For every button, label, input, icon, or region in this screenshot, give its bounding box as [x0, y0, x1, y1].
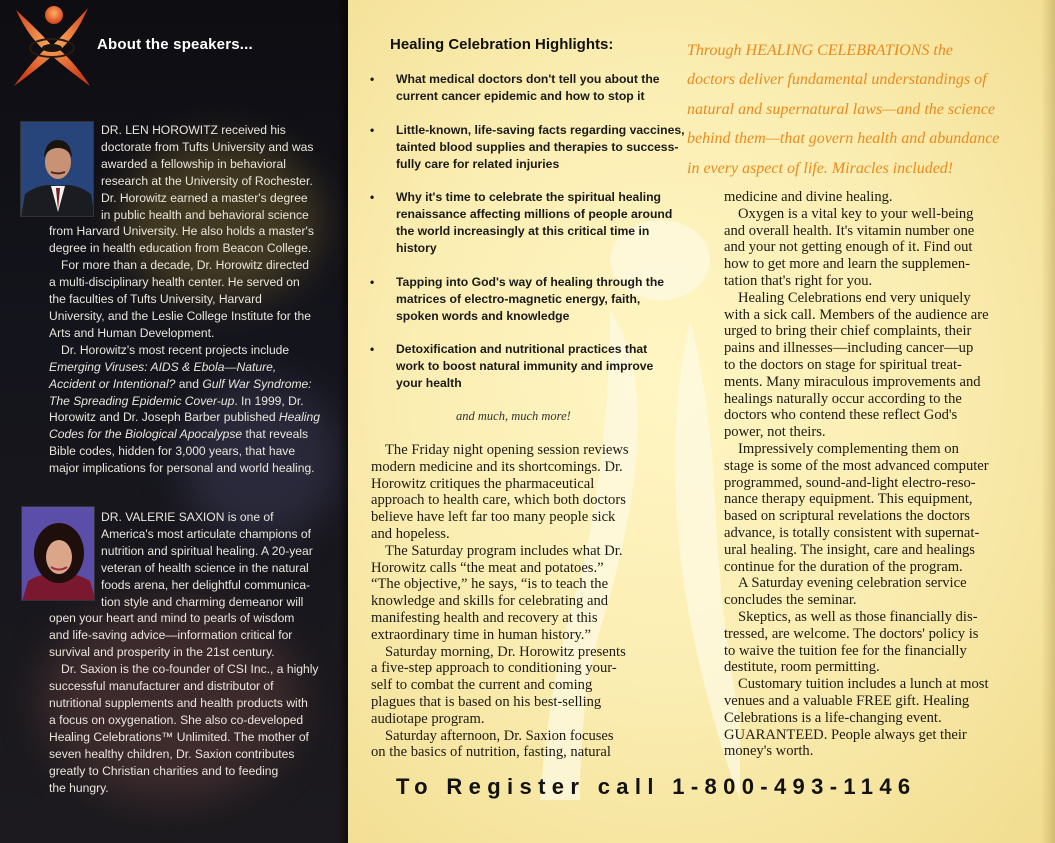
bio-line: seven healthy children, Dr. Saxion contributes [49, 746, 295, 761]
body-line: self to combat the current and coming [371, 677, 593, 694]
bio-line: tion style and charming demeanor will [101, 594, 304, 609]
bio-line: open your heart and mind to pearls of wisdom [49, 611, 295, 626]
body-line: manifesting health and recovery at this [371, 609, 598, 626]
body-line: on the basics of nutrition, fasting, natural [371, 744, 611, 761]
highlight-line: history [396, 241, 437, 255]
body-line: continue for the duration of the program. [724, 558, 963, 575]
quote-line: behind them—that govern health and abundance [687, 130, 1000, 148]
body-line: and hopeless. [371, 525, 450, 542]
body-line: extraordinary time in human history.” [371, 626, 591, 643]
bio-line: foods arena, her delightful communica- [101, 577, 311, 592]
body-line: stage is some of the most advanced computer [724, 457, 989, 474]
body-line: tation that's right for you. [724, 272, 873, 289]
body-line: tressed, are welcome. The doctors' policy is [724, 625, 979, 642]
about-speakers-title: About the speakers... [97, 36, 253, 53]
bio-line: degree in health education from Beacon College. [49, 241, 312, 256]
body-line: GUARANTEED. People always get their [724, 726, 967, 743]
highlight-line: renaissance affecting millions of people around [396, 207, 673, 221]
body-line: programmed, sound-and-light electro-reso- [724, 474, 976, 491]
quote-line: Through HEALING CELEBRATIONS the [687, 42, 953, 59]
bio-line: research at the University of Rochester. [101, 173, 313, 188]
bio-line: nutritional supplements and health products with [49, 695, 308, 710]
highlight-line: Tapping into God's way of healing through the [396, 275, 665, 289]
body-column-2 [724, 189, 989, 760]
body-line: The Saturday program includes what Dr. [385, 542, 623, 559]
body-line: The Friday night opening session reviews [385, 442, 629, 458]
bio-line: nutrition and spiritual healing. A 20-year [101, 543, 313, 558]
bio-text: . In 1999, Dr. [234, 393, 304, 408]
book-title-emerging-viruses: Emerging Viruses: AIDS & Ebola—Nature, [49, 359, 277, 374]
horowitz-bio [49, 122, 320, 477]
bio-line [49, 426, 320, 443]
bullet-icon: • [370, 123, 375, 137]
body-line: Skeptics, as well as those financially dis- [738, 608, 978, 625]
body-line: Saturday morning, Dr. Horowitz presents [385, 643, 626, 660]
bio-line: America's most articulate champions of [101, 526, 311, 541]
bio-line: major implications for personal and world healing. [49, 461, 315, 476]
body-line: Saturday afternoon, Dr. Saxion focuses [385, 727, 614, 744]
highlight-line: your health [396, 376, 462, 390]
body-line: concludes the seminar. [724, 592, 857, 609]
bio-line: Dr. Horowitz earned a master's degree [101, 190, 308, 205]
bio-line: the faculties of Tufts University, Harvard [49, 292, 262, 307]
highlight-line: Little-known, life-saving facts regarding vaccines, [396, 123, 685, 137]
bullet-icon: • [370, 190, 375, 204]
body-line: a five-step approach to conditioning your- [371, 660, 617, 677]
highlight-line: the world increasingly at this critical time in [396, 224, 650, 238]
bio-line: For more than a decade, Dr. Horowitz directed [61, 258, 310, 273]
body-line: A Saturday evening celebration service [738, 575, 967, 592]
body-line: to the doctors on stage for spiritual treat- [724, 356, 962, 373]
speakers-panel [0, 0, 348, 843]
quote-line: natural and supernatural laws—and the science [687, 100, 995, 118]
bio-line: successful manufacturer and distributor of [49, 679, 274, 694]
body-line: doctors who contend these reflect God's [724, 407, 958, 424]
highlight-line: Why it's time to celebrate the spiritual healing [396, 190, 661, 204]
body-line: Impressively complementing them on [738, 440, 959, 457]
pull-quote [687, 36, 999, 183]
body-line: believe have left far too many people sick [371, 509, 616, 526]
body-line: and overall health. It's vitamin number one [724, 222, 975, 239]
body-line: pains and illnesses—including cancer—up [724, 340, 974, 357]
bio-line: from Harvard University. He also holds a master's [49, 224, 314, 239]
highlight-line: matrices of electro-magnetic energy, faith, [396, 292, 641, 306]
body-line: venues and a valuable FREE gift. Healing [724, 692, 970, 709]
bio-line: Dr. Saxion is the co-founder of CSI Inc., a highly [61, 662, 319, 677]
body-line: money's worth. [724, 743, 814, 760]
bio-line: DR. LEN HOROWITZ received his [101, 123, 286, 137]
body-line: approach to health care, which both doctors [371, 492, 626, 509]
bio-line: in public health and behavioral science [101, 207, 309, 222]
bio-line: the hungry. [49, 780, 109, 795]
highlights-title: Healing Celebration Highlights: [390, 36, 614, 53]
bio-line: a focus on oxygenation. She also co-developed [49, 712, 304, 727]
bio-line: awarded a fellowship in behavioral [101, 156, 286, 171]
bio-line [49, 376, 320, 393]
bio-line: Bible codes, hidden for 3,000 years, that have [49, 444, 296, 459]
book-title-part: The Spreading Epidemic Cover-up [49, 393, 235, 408]
much-more-note: and much, much more! [456, 409, 571, 423]
bio-line [49, 393, 320, 410]
book-title-healing-codes: Healing [278, 410, 320, 425]
book-title-part: Accident or Intentional? [49, 376, 176, 391]
bio-line: and life-saving advice—information critical for [49, 628, 293, 643]
highlight-line: tainted blood supplies and therapies to success- [396, 140, 679, 154]
body-line: power, not theirs. [724, 424, 826, 441]
saxion-bio [49, 509, 318, 796]
healing-celebrations-logo [10, 2, 94, 88]
book-title-part: Codes for the Biological Apocalypse [49, 427, 243, 442]
highlight-line: current cancer epidemic and how to stop it [396, 89, 645, 103]
body-line: and your not getting enough of it. Find out [724, 239, 973, 256]
bio-text: Horowitz and Dr. Joseph Barber published [49, 410, 279, 425]
body-line: Celebrations is a life-changing event. [724, 709, 942, 726]
book-title-gulf-war-syndrome: Gulf War Syndrome: [202, 376, 312, 391]
bullet-icon: • [370, 72, 375, 86]
bio-line: Arts and Human Development. [49, 325, 215, 340]
bio-line: Dr. Horowitz's most recent projects include [61, 342, 290, 357]
bio-text: that reveals [242, 427, 309, 442]
body-line: urged to bring their chief complaints, their [724, 323, 972, 340]
body-line: Horowitz calls “the meat and potatoes.” [371, 559, 604, 576]
body-line: Healing Celebrations end very uniquely [738, 289, 971, 306]
body-line: knowledge and skills for celebrating and [371, 593, 609, 610]
body-line: how to get more and learn the supplemen- [724, 256, 970, 273]
bio-line: DR. VALERIE SAXION is one of [101, 510, 274, 524]
body-column-1 [371, 442, 629, 761]
body-line: audiotape program. [371, 710, 485, 727]
bio-line: Healing Celebrations™ Unlimited. The mother of [49, 729, 309, 744]
highlight-line: spoken words and knowledge [396, 309, 570, 323]
body-line: Horowitz critiques the pharmaceutical [371, 475, 595, 492]
body-line: plagues that is based on his best-selling [371, 693, 602, 710]
body-line: destitute, room permitting. [724, 659, 880, 676]
body-line: nance therapy equipment. This equipment, [724, 491, 973, 508]
highlight-line: What medical doctors don't tell you about the [396, 72, 660, 86]
body-line: ments. Many miraculous improvements and [724, 373, 981, 390]
bio-line: survival and prosperity in the 21st century. [49, 645, 275, 660]
register-phone-banner: To Register call 1-800-493-1146 [396, 774, 917, 799]
bio-line [49, 359, 320, 376]
bio-line: doctorate from Tufts University and was [101, 139, 314, 154]
bio-line: a multi-disciplinary health center. He served on [49, 275, 300, 290]
bio-text: and [175, 376, 203, 391]
body-line: medicine and divine healing. [724, 189, 893, 205]
body-line: based on scriptural revelations the doctors [724, 508, 970, 525]
body-line: to waive the tuition fee for the financially [724, 642, 967, 659]
bio-line: veteran of health science in the natural [101, 560, 309, 575]
body-line: healings naturally occur according to the [724, 390, 962, 407]
bio-line: University, and the Leslie College Institute for the [49, 308, 311, 323]
bullet-icon: • [370, 275, 375, 289]
quote-line: in every aspect of life. Miracles included! [687, 159, 954, 177]
bio-line: greatly to Christian charities and to feeding [49, 763, 279, 778]
bullet-icon: • [370, 342, 375, 356]
quote-line: doctors deliver fundamental understandings of [687, 71, 987, 89]
bio-line [49, 409, 320, 426]
body-line: Customary tuition includes a lunch at most [738, 676, 989, 693]
body-line: with a sick call. Members of the audience are [724, 306, 989, 323]
highlight-line: Detoxification and nutritional practices that [396, 342, 648, 356]
body-line: ural healing. The insight, care and healings [724, 541, 975, 558]
body-line: Oxygen is a vital key to your well-being [738, 205, 974, 222]
body-line: advance, is totally consistent with supernat- [724, 524, 980, 541]
body-line: modern medicine and its shortcomings. Dr. [371, 458, 623, 475]
body-line: “The objective,” he says, “is to teach the [371, 576, 609, 593]
highlight-line: fully care for related injuries [396, 157, 560, 171]
highlight-line: work to boost natural immunity and improve [396, 359, 654, 373]
